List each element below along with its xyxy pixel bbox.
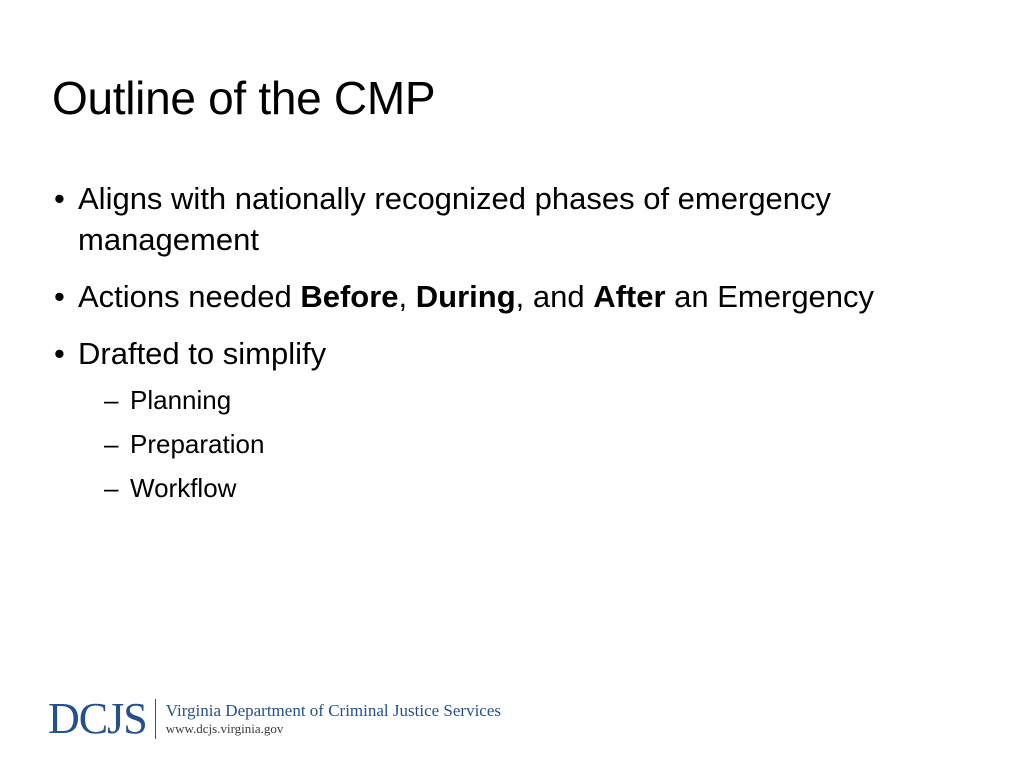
bullet-item [52, 178, 982, 260]
logo-divider [155, 699, 156, 739]
org-name: Virginia Department of Criminal Justice Services [165, 701, 501, 720]
bullet-icon: • [54, 336, 65, 371]
sub-bullet-text: Preparation [130, 429, 265, 459]
bullet-item [52, 333, 982, 510]
logo-text [166, 701, 501, 737]
dash-icon: – [104, 385, 119, 415]
sub-bullet-item [102, 378, 982, 422]
text-segment: , [398, 279, 416, 314]
bullet-list [52, 178, 982, 526]
emphasis-during: During [415, 279, 516, 314]
text-segment: , and [515, 279, 594, 314]
text-segment: an Emergency [665, 279, 875, 314]
bullet-icon: • [54, 279, 65, 314]
dash-icon: – [104, 429, 119, 459]
bullet-item [52, 276, 982, 317]
slide-title: Outline of the CMP [52, 72, 436, 124]
bullet-icon: • [54, 181, 65, 216]
sub-bullet-list [78, 378, 982, 510]
emphasis-before: Before [300, 279, 399, 314]
emphasis-after: After [593, 279, 666, 314]
bullet-text [78, 279, 874, 314]
org-url: www.dcjs.virginia.gov [165, 721, 284, 736]
bullet-text: Drafted to simplify [78, 336, 327, 371]
sub-bullet-text: Workflow [130, 473, 237, 503]
text-segment: Actions needed [78, 279, 301, 314]
dcjs-logo [48, 694, 501, 744]
sub-bullet-item [102, 422, 982, 466]
sub-bullet-text: Planning [130, 385, 232, 415]
bullet-text: Aligns with nationally recognized phases of emergency management [78, 181, 832, 257]
dash-icon: – [104, 473, 119, 503]
logo-mark: DCJS [48, 694, 147, 743]
sub-bullet-item [102, 466, 982, 510]
